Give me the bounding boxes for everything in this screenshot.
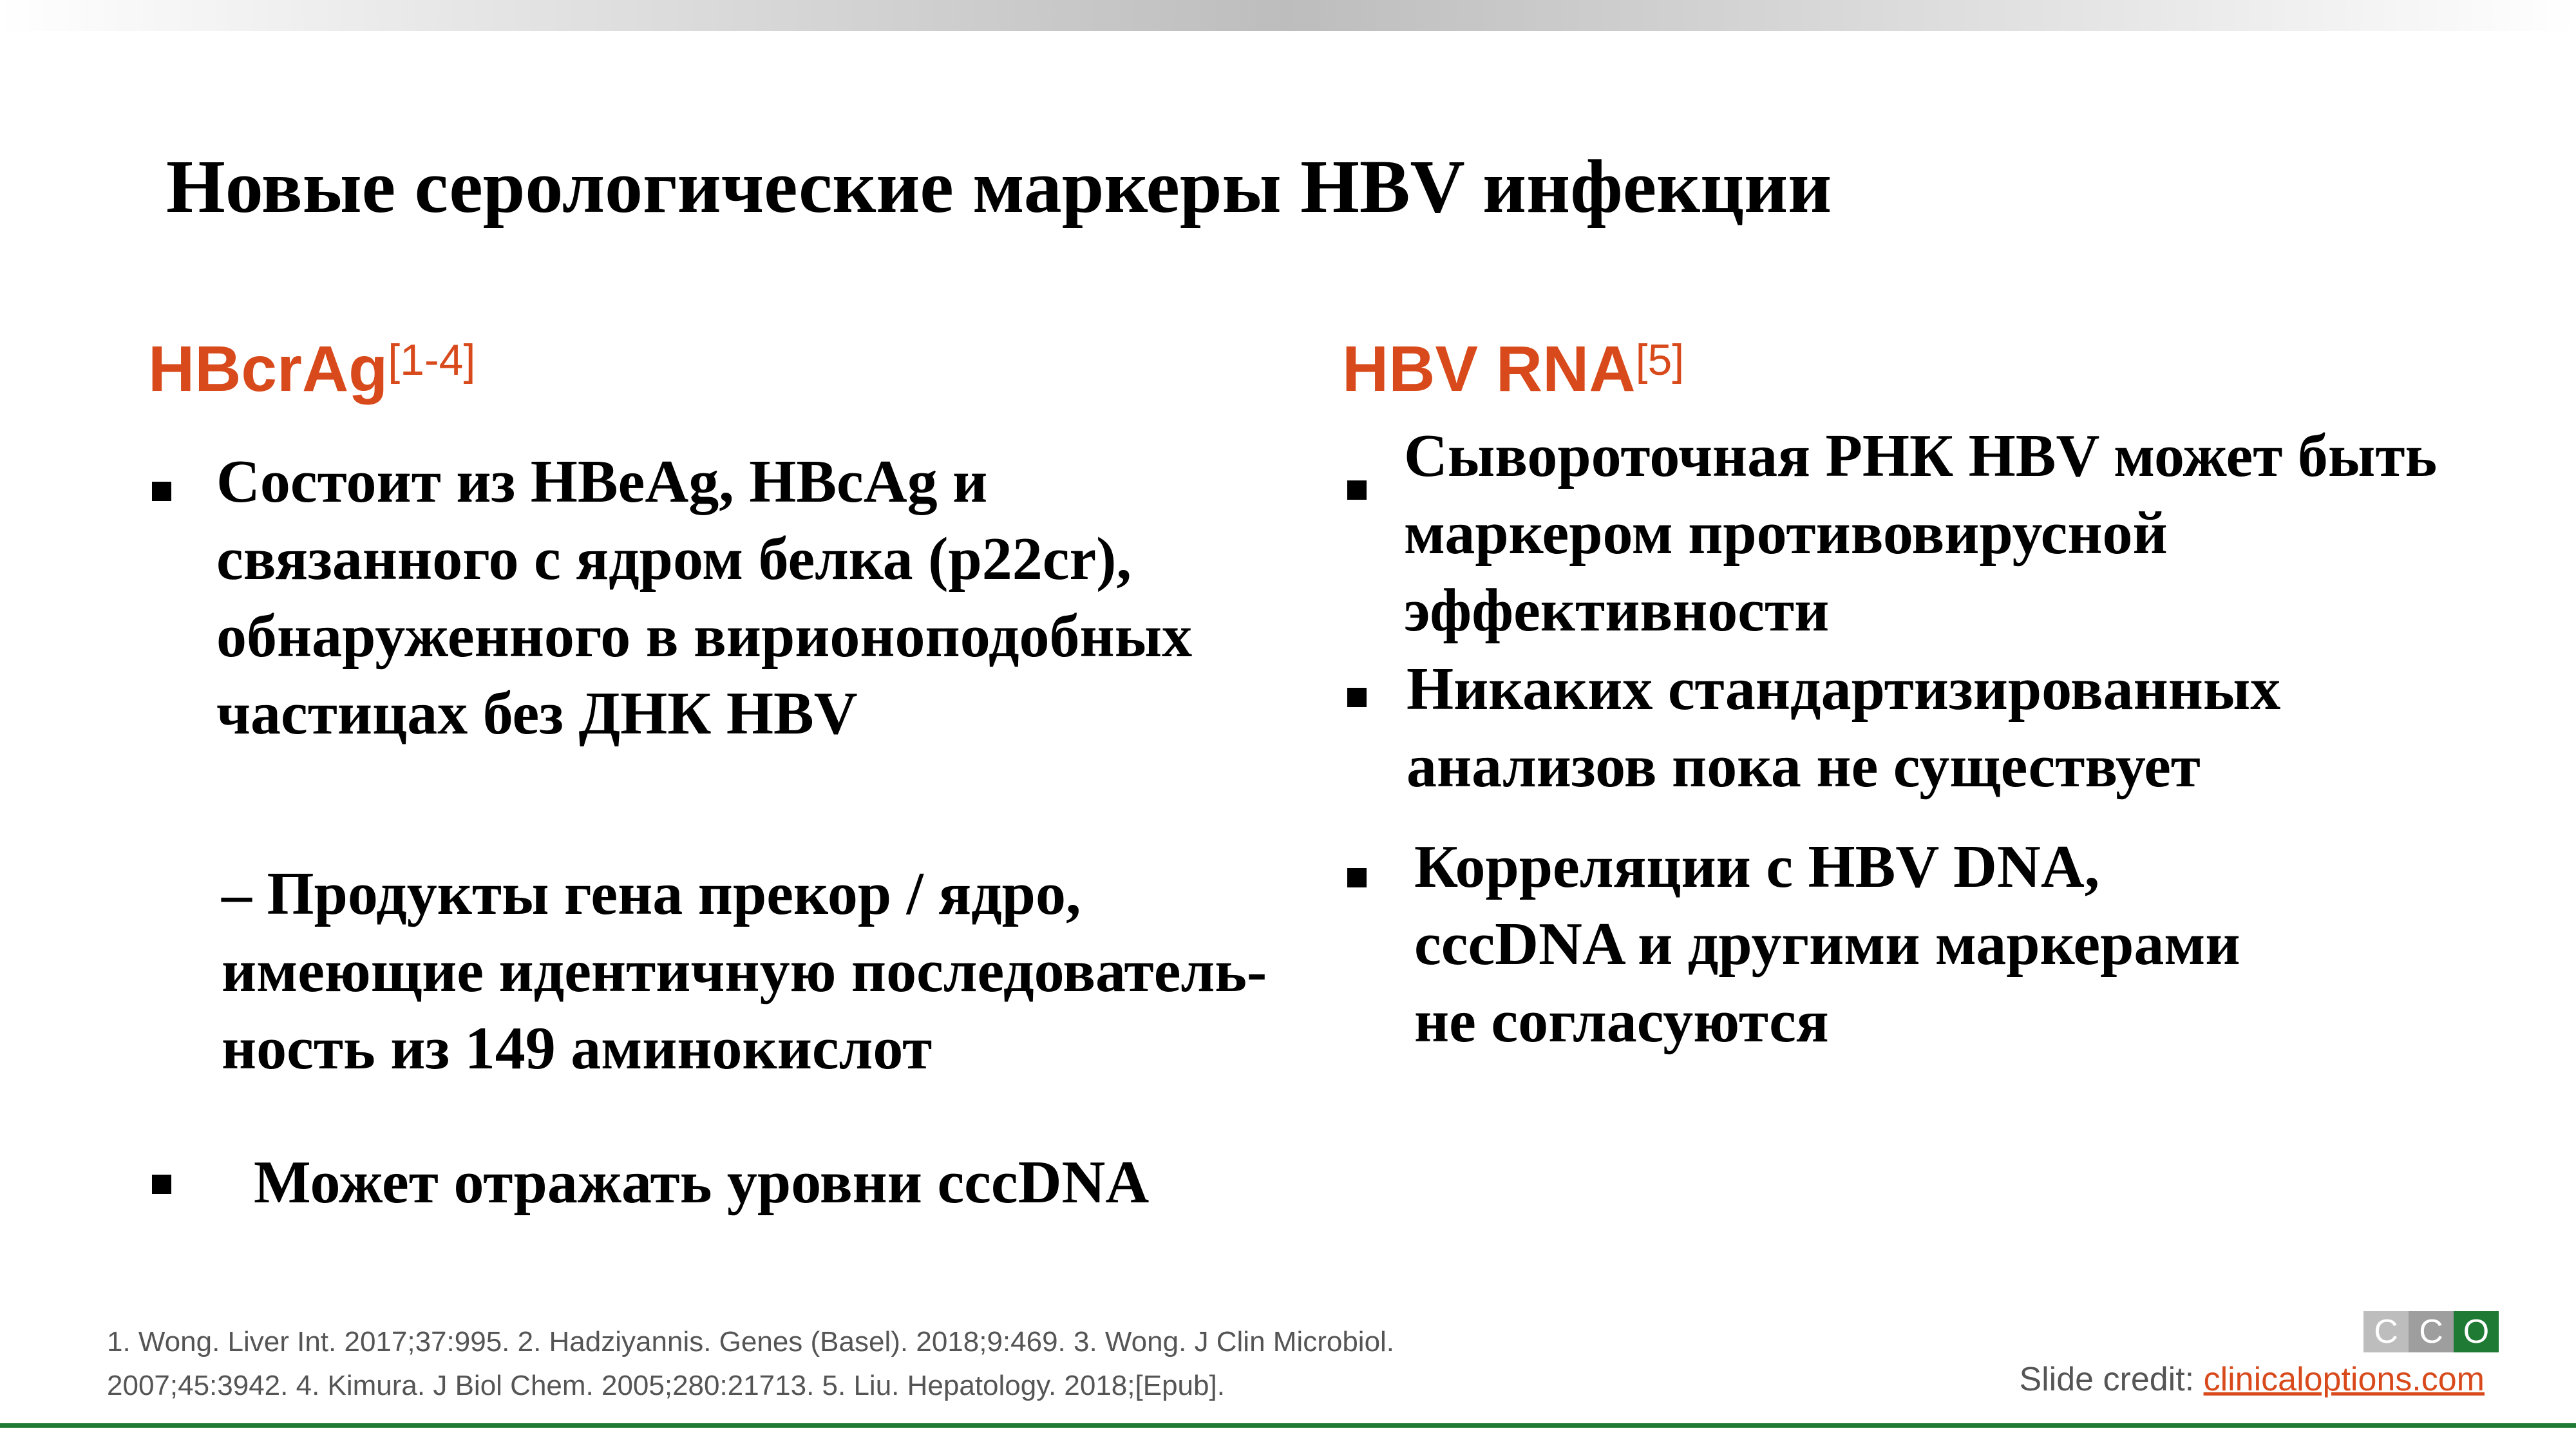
cco-logo — [2363, 1311, 2499, 1352]
hbcrag-heading — [148, 327, 475, 411]
logo-letter: C — [2363, 1311, 2409, 1352]
hbv-rna-bullet-no-assays: Никаких стандартизированных анализов пока не существует — [1406, 656, 2281, 800]
bottom-green-rule — [0, 1423, 2576, 1428]
bullet-square-icon — [1347, 480, 1367, 500]
slide-title: Новые серологические маркеры HBV инфекции — [166, 144, 1832, 229]
logo-letter: C — [2409, 1311, 2454, 1352]
hbcrag-bullet-cccdna: Может отражать уровни cccDNA — [254, 1149, 1150, 1216]
bullet-square-icon — [152, 482, 171, 501]
hbv-rna-heading-text: HBV RNA — [1342, 333, 1636, 405]
hbv-rna-bullet-marker: Сывороточная РНК HBV может быть маркером противовирусной эффективности — [1404, 422, 2438, 644]
hbcrag-heading-ref: [1-4] — [388, 336, 476, 384]
hbcrag-sub-bullet-precore: – Продукты гена прекор / ядро, имеющие идентичную последователь- ность из 149 аминокислот — [222, 860, 1267, 1082]
slide-credit — [2019, 1358, 2485, 1401]
bullet-square-icon — [1347, 688, 1367, 707]
hbv-rna-heading — [1342, 327, 1684, 411]
top-gradient-band — [0, 0, 2576, 31]
hbv-rna-bullet-correlations: Корреляции с HBV DNA, cccDNA и другими маркерами не согласуются — [1414, 833, 2240, 1055]
slide-credit-label: Slide credit: — [2019, 1361, 2204, 1398]
references: 1. Wong. Liver Int. 2017;37:995. 2. Hadziyannis. Genes (Basel). 2018;9:469. 3. Wong. J Clin Microbiol. 2007;45:3942. 4. Kimura. J Biol Chem. 2005;280:21713. 5. Liu. Hepatology. 2018;[Epub]. — [107, 1326, 1395, 1401]
bullet-square-icon — [152, 1175, 171, 1194]
bullet-square-icon — [1347, 868, 1367, 887]
clinicaloptions-link[interactable]: clinicaloptions.com — [2203, 1361, 2485, 1398]
hbv-rna-heading-ref: [5] — [1635, 336, 1685, 384]
hbcrag-bullet-composition: Состоит из HBeAg, HBcAg и связанного с ядром белка (p22cr), обнаруженного в вирионоподобных частицах без ДНК HBV — [216, 448, 1193, 747]
hbcrag-heading-text: HBcrAg — [148, 333, 388, 405]
logo-letter: O — [2454, 1311, 2499, 1352]
